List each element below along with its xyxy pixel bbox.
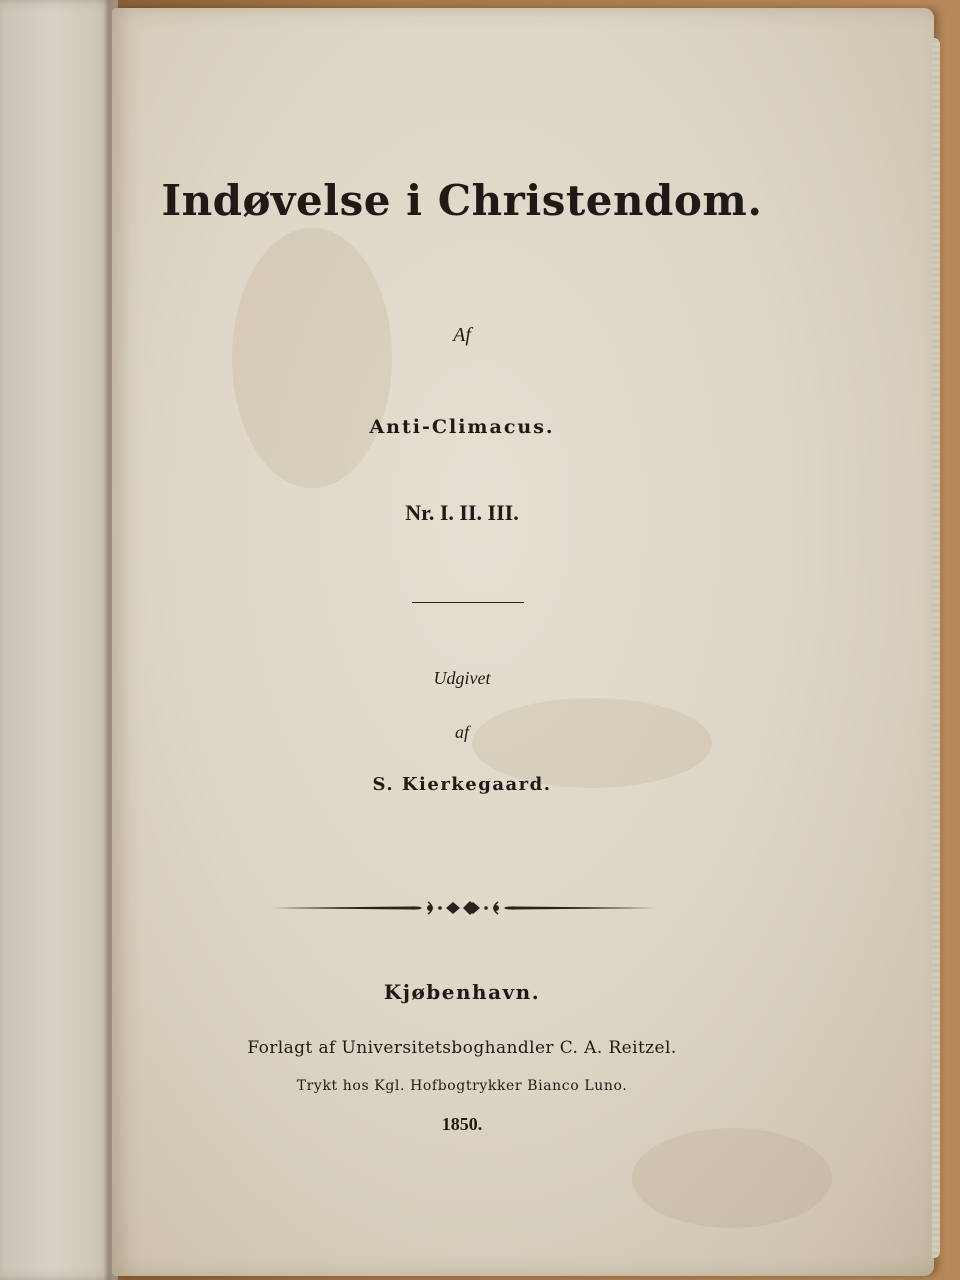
published-label: Udgivet bbox=[433, 668, 491, 688]
author-name: Anti-Climacus. bbox=[369, 416, 555, 438]
title-page bbox=[112, 8, 934, 1276]
published-by-label: af bbox=[454, 722, 469, 742]
title-page-content bbox=[112, 8, 812, 1276]
volume-number: Nr. I. II. III. bbox=[405, 500, 519, 525]
ornament-divider-icon bbox=[270, 896, 656, 920]
book-title: Indøvelse i Christendom. bbox=[161, 176, 763, 225]
publication-year: 1850. bbox=[441, 1114, 483, 1134]
divider-rule bbox=[412, 602, 524, 603]
left-page bbox=[0, 0, 118, 1280]
page-edge bbox=[932, 38, 940, 1258]
printer-line: Trykt hos Kgl. Hofbogtrykker Bianco Luno. bbox=[296, 1078, 628, 1094]
publisher-line: Forlagt af Universitetsboghandler C. A. Reitzel. bbox=[247, 1038, 677, 1058]
by-line: Af bbox=[453, 324, 471, 346]
editor-name: S. Kierkegaard. bbox=[372, 774, 552, 795]
city-name: Kjøbenhavn. bbox=[383, 980, 541, 1004]
